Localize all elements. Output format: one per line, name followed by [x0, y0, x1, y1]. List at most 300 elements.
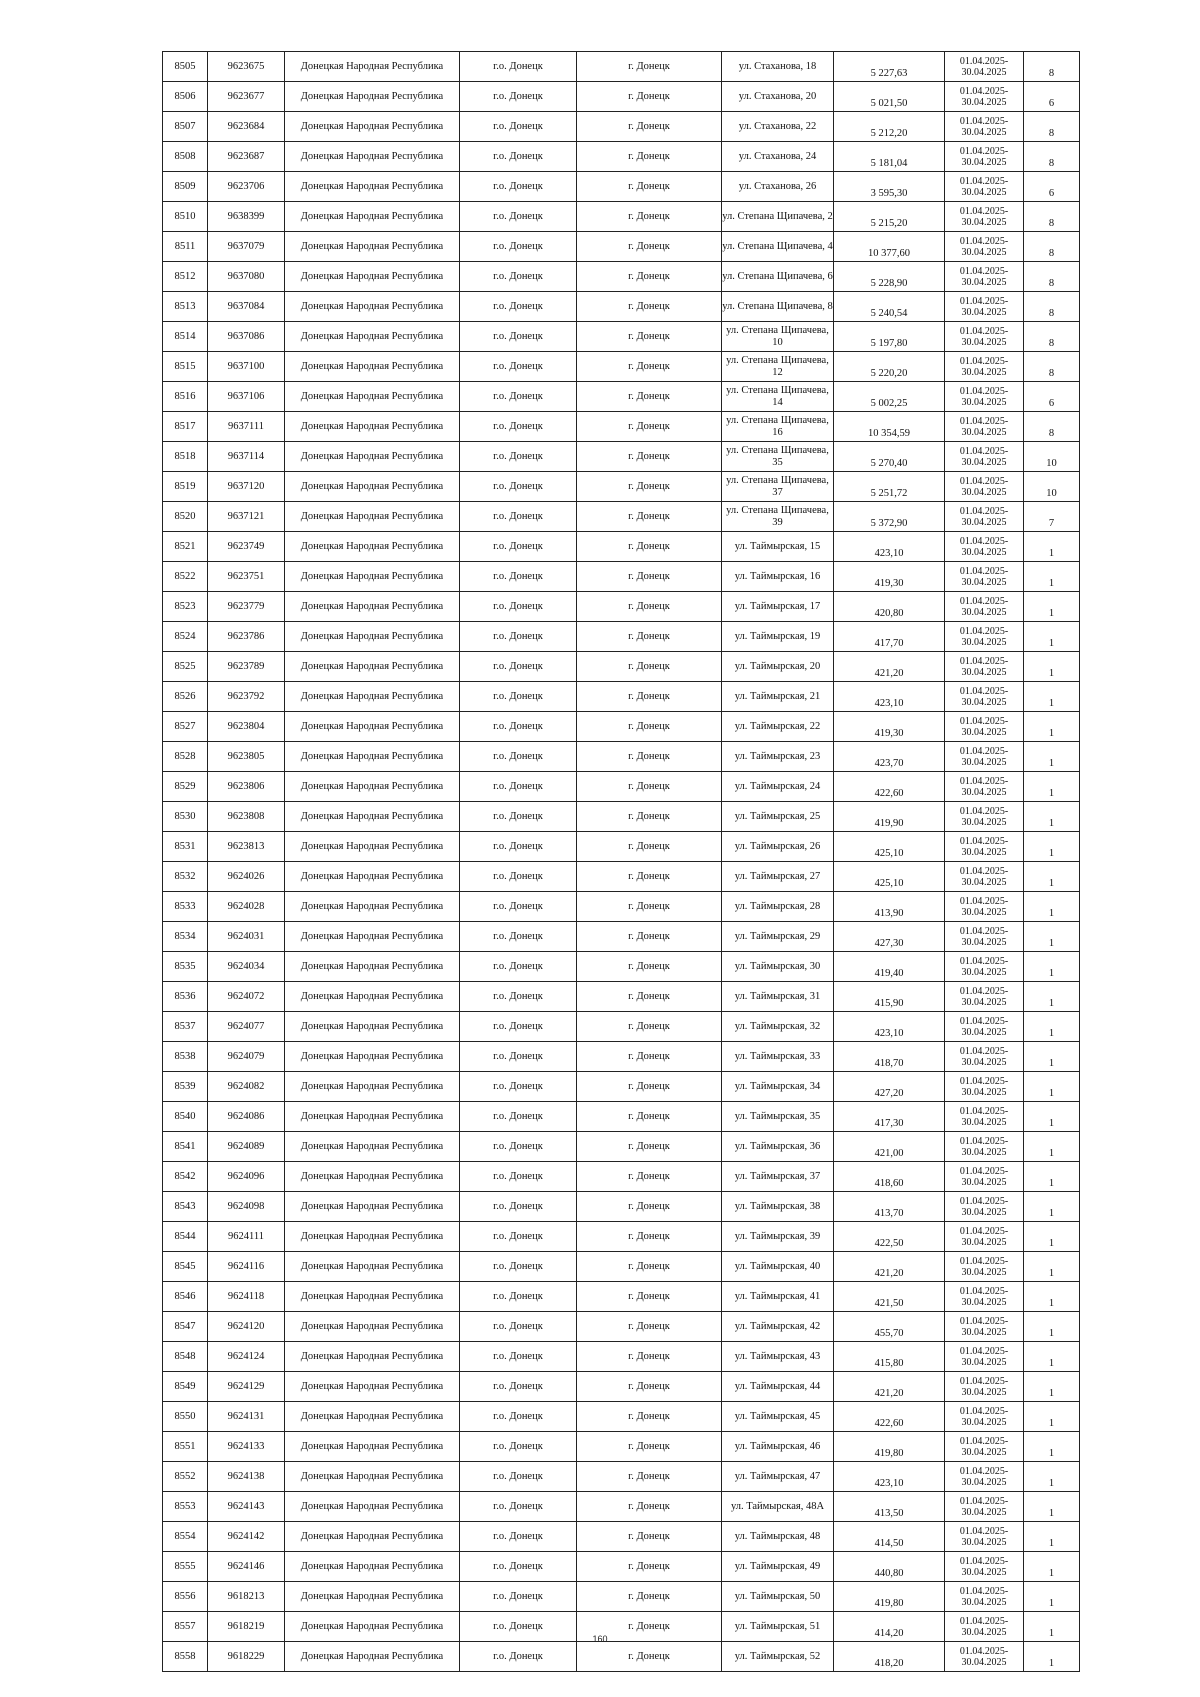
street-address: ул. Таймырская, 50 — [722, 1582, 834, 1612]
table-row — [163, 292, 1080, 322]
street-address: ул. Таймырская, 39 — [722, 1222, 834, 1252]
service-period: 01.04.2025-30.04.2025 — [945, 742, 1024, 772]
area-value: 440,80 — [834, 1552, 945, 1582]
republic-name: Донецкая Народная Республика — [285, 1642, 460, 1672]
quantity-value: 8 — [1024, 322, 1080, 352]
republic-name: Донецкая Народная Республика — [285, 1312, 460, 1342]
area-value: 413,50 — [834, 1492, 945, 1522]
city-name: г. Донецк — [577, 1162, 722, 1192]
row-number: 8531 — [163, 832, 208, 862]
republic-name: Донецкая Народная Республика — [285, 562, 460, 592]
quantity-value: 1 — [1024, 772, 1080, 802]
object-code: 9638399 — [208, 202, 285, 232]
street-address: ул. Таймырская, 31 — [722, 982, 834, 1012]
street-address: ул. Стаханова, 24 — [722, 142, 834, 172]
object-code: 9624124 — [208, 1342, 285, 1372]
street-address: ул. Степана Щипачева, 4 — [722, 232, 834, 262]
city-name: г. Донецк — [577, 682, 722, 712]
area-value: 423,10 — [834, 532, 945, 562]
city-name: г. Донецк — [577, 1192, 722, 1222]
object-code: 9618213 — [208, 1582, 285, 1612]
area-value: 419,30 — [834, 712, 945, 742]
table-row — [163, 802, 1080, 832]
street-address: ул. Стаханова, 20 — [722, 82, 834, 112]
quantity-value: 1 — [1024, 832, 1080, 862]
object-code: 9637120 — [208, 472, 285, 502]
table-row — [163, 1642, 1080, 1672]
area-value: 421,20 — [834, 1252, 945, 1282]
city-name: г. Донецк — [577, 1522, 722, 1552]
city-name: г. Донецк — [577, 1462, 722, 1492]
service-period: 01.04.2025-30.04.2025 — [945, 292, 1024, 322]
row-number: 8540 — [163, 1102, 208, 1132]
table-row — [163, 352, 1080, 382]
row-number: 8519 — [163, 472, 208, 502]
republic-name: Донецкая Народная Республика — [285, 52, 460, 82]
row-number: 8556 — [163, 1582, 208, 1612]
table-row — [163, 472, 1080, 502]
object-code: 9623779 — [208, 592, 285, 622]
area-value: 422,60 — [834, 1402, 945, 1432]
service-period: 01.04.2025-30.04.2025 — [945, 1312, 1024, 1342]
table-row — [163, 892, 1080, 922]
object-code: 9624082 — [208, 1072, 285, 1102]
district-name: г.о. Донецк — [460, 1552, 577, 1582]
street-address: ул. Таймырская, 41 — [722, 1282, 834, 1312]
table-row — [163, 82, 1080, 112]
row-number: 8551 — [163, 1432, 208, 1462]
area-value: 418,70 — [834, 1042, 945, 1072]
object-code: 9637114 — [208, 442, 285, 472]
street-address: ул. Таймырская, 23 — [722, 742, 834, 772]
service-period: 01.04.2025-30.04.2025 — [945, 592, 1024, 622]
row-number: 8517 — [163, 412, 208, 442]
object-code: 9624111 — [208, 1222, 285, 1252]
quantity-value: 1 — [1024, 1282, 1080, 1312]
area-value: 417,70 — [834, 622, 945, 652]
quantity-value: 8 — [1024, 142, 1080, 172]
quantity-value: 1 — [1024, 1432, 1080, 1462]
quantity-value: 1 — [1024, 1012, 1080, 1042]
object-code: 9623808 — [208, 802, 285, 832]
service-period: 01.04.2025-30.04.2025 — [945, 1462, 1024, 1492]
quantity-value: 7 — [1024, 502, 1080, 532]
object-code: 9623677 — [208, 82, 285, 112]
row-number: 8541 — [163, 1132, 208, 1162]
row-number: 8510 — [163, 202, 208, 232]
row-number: 8528 — [163, 742, 208, 772]
area-value: 413,90 — [834, 892, 945, 922]
service-period: 01.04.2025-30.04.2025 — [945, 1492, 1024, 1522]
area-value: 427,30 — [834, 922, 945, 952]
republic-name: Донецкая Народная Республика — [285, 292, 460, 322]
quantity-value: 1 — [1024, 802, 1080, 832]
object-code: 9624026 — [208, 862, 285, 892]
quantity-value: 1 — [1024, 1402, 1080, 1432]
city-name: г. Донецк — [577, 592, 722, 622]
district-name: г.о. Донецк — [460, 1132, 577, 1162]
quantity-value: 1 — [1024, 1492, 1080, 1522]
area-value: 425,10 — [834, 862, 945, 892]
object-code: 9623749 — [208, 532, 285, 562]
republic-name: Донецкая Народная Республика — [285, 712, 460, 742]
object-code: 9624034 — [208, 952, 285, 982]
object-code: 9637080 — [208, 262, 285, 292]
district-name: г.о. Донецк — [460, 52, 577, 82]
row-number: 8514 — [163, 322, 208, 352]
quantity-value: 8 — [1024, 292, 1080, 322]
city-name: г. Донецк — [577, 802, 722, 832]
area-value: 3 595,30 — [834, 172, 945, 202]
table-row — [163, 712, 1080, 742]
street-address: ул. Таймырская, 24 — [722, 772, 834, 802]
quantity-value: 1 — [1024, 1552, 1080, 1582]
object-code: 9637084 — [208, 292, 285, 322]
quantity-value: 1 — [1024, 1372, 1080, 1402]
table-row — [163, 982, 1080, 1012]
area-value: 5 021,50 — [834, 82, 945, 112]
table-row — [163, 1402, 1080, 1432]
district-name: г.о. Донецк — [460, 562, 577, 592]
street-address: ул. Стаханова, 18 — [722, 52, 834, 82]
quantity-value: 6 — [1024, 82, 1080, 112]
row-number: 8520 — [163, 502, 208, 532]
district-name: г.о. Донецк — [460, 1492, 577, 1522]
street-address: ул. Степана Щипачева, 10 — [722, 322, 834, 352]
district-name: г.о. Донецк — [460, 1012, 577, 1042]
area-value: 419,80 — [834, 1582, 945, 1612]
row-number: 8549 — [163, 1372, 208, 1402]
quantity-value: 1 — [1024, 1642, 1080, 1672]
table-row — [163, 1522, 1080, 1552]
service-period: 01.04.2025-30.04.2025 — [945, 922, 1024, 952]
object-code: 9624077 — [208, 1012, 285, 1042]
table-row — [163, 1432, 1080, 1462]
republic-name: Донецкая Народная Республика — [285, 472, 460, 502]
area-value: 418,60 — [834, 1162, 945, 1192]
service-period: 01.04.2025-30.04.2025 — [945, 1372, 1024, 1402]
service-period: 01.04.2025-30.04.2025 — [945, 1282, 1024, 1312]
city-name: г. Донецк — [577, 832, 722, 862]
table-row — [163, 172, 1080, 202]
street-address: ул. Таймырская, 19 — [722, 622, 834, 652]
area-value: 423,10 — [834, 682, 945, 712]
object-code: 9624089 — [208, 1132, 285, 1162]
object-code: 9618219 — [208, 1612, 285, 1642]
service-period: 01.04.2025-30.04.2025 — [945, 1222, 1024, 1252]
street-address: ул. Степана Щипачева, 37 — [722, 472, 834, 502]
service-period: 01.04.2025-30.04.2025 — [945, 1582, 1024, 1612]
city-name: г. Донецк — [577, 1552, 722, 1582]
quantity-value: 1 — [1024, 1222, 1080, 1252]
row-number: 8509 — [163, 172, 208, 202]
area-value: 419,30 — [834, 562, 945, 592]
quantity-value: 1 — [1024, 1132, 1080, 1162]
service-period: 01.04.2025-30.04.2025 — [945, 262, 1024, 292]
row-number: 8535 — [163, 952, 208, 982]
republic-name: Донецкая Народная Республика — [285, 412, 460, 442]
area-value: 421,50 — [834, 1282, 945, 1312]
row-number: 8534 — [163, 922, 208, 952]
city-name: г. Донецк — [577, 892, 722, 922]
republic-name: Донецкая Народная Республика — [285, 1132, 460, 1162]
district-name: г.о. Донецк — [460, 1462, 577, 1492]
city-name: г. Донецк — [577, 712, 722, 742]
street-address: ул. Таймырская, 17 — [722, 592, 834, 622]
quantity-value: 8 — [1024, 232, 1080, 262]
district-name: г.о. Донецк — [460, 232, 577, 262]
republic-name: Донецкая Народная Республика — [285, 1192, 460, 1222]
row-number: 8505 — [163, 52, 208, 82]
city-name: г. Донецк — [577, 172, 722, 202]
area-value: 421,00 — [834, 1132, 945, 1162]
object-code: 9624133 — [208, 1432, 285, 1462]
city-name: г. Донецк — [577, 952, 722, 982]
object-code: 9623792 — [208, 682, 285, 712]
republic-name: Донецкая Народная Республика — [285, 202, 460, 232]
row-number: 8513 — [163, 292, 208, 322]
city-name: г. Донецк — [577, 1402, 722, 1432]
row-number: 8532 — [163, 862, 208, 892]
row-number: 8521 — [163, 532, 208, 562]
service-period: 01.04.2025-30.04.2025 — [945, 172, 1024, 202]
table-row — [163, 502, 1080, 532]
object-code: 9623751 — [208, 562, 285, 592]
quantity-value: 1 — [1024, 892, 1080, 922]
republic-name: Донецкая Народная Республика — [285, 1162, 460, 1192]
row-number: 8512 — [163, 262, 208, 292]
area-value: 413,70 — [834, 1192, 945, 1222]
city-name: г. Донецк — [577, 82, 722, 112]
service-period: 01.04.2025-30.04.2025 — [945, 862, 1024, 892]
quantity-value: 10 — [1024, 472, 1080, 502]
table-row — [163, 1012, 1080, 1042]
republic-name: Донецкая Народная Республика — [285, 922, 460, 952]
republic-name: Донецкая Народная Республика — [285, 982, 460, 1012]
city-name: г. Донецк — [577, 322, 722, 352]
city-name: г. Донецк — [577, 202, 722, 232]
quantity-value: 1 — [1024, 1522, 1080, 1552]
street-address: ул. Таймырская, 20 — [722, 652, 834, 682]
object-code: 9623675 — [208, 52, 285, 82]
city-name: г. Донецк — [577, 262, 722, 292]
republic-name: Донецкая Народная Республика — [285, 82, 460, 112]
district-name: г.о. Донецк — [460, 922, 577, 952]
street-address: ул. Таймырская, 52 — [722, 1642, 834, 1672]
republic-name: Донецкая Народная Республика — [285, 172, 460, 202]
object-code: 9624118 — [208, 1282, 285, 1312]
service-period: 01.04.2025-30.04.2025 — [945, 832, 1024, 862]
object-code: 9624028 — [208, 892, 285, 922]
street-address: ул. Таймырская, 43 — [722, 1342, 834, 1372]
row-number: 8506 — [163, 82, 208, 112]
area-value: 414,50 — [834, 1522, 945, 1552]
row-number: 8558 — [163, 1642, 208, 1672]
page-number: 160 — [592, 1634, 608, 1644]
service-period: 01.04.2025-30.04.2025 — [945, 142, 1024, 172]
table-row — [163, 1312, 1080, 1342]
object-code: 9624098 — [208, 1192, 285, 1222]
city-name: г. Донецк — [577, 472, 722, 502]
city-name: г. Донецк — [577, 1222, 722, 1252]
city-name: г. Донецк — [577, 652, 722, 682]
district-name: г.о. Донецк — [460, 1192, 577, 1222]
quantity-value: 1 — [1024, 652, 1080, 682]
row-number: 8516 — [163, 382, 208, 412]
table-row — [163, 1462, 1080, 1492]
republic-name: Донецкая Народная Республика — [285, 832, 460, 862]
quantity-value: 6 — [1024, 382, 1080, 412]
district-name: г.о. Донецк — [460, 112, 577, 142]
table-row — [163, 382, 1080, 412]
service-period: 01.04.2025-30.04.2025 — [945, 1552, 1024, 1582]
table-row — [163, 1552, 1080, 1582]
quantity-value: 8 — [1024, 412, 1080, 442]
quantity-value: 8 — [1024, 112, 1080, 142]
object-code: 9637111 — [208, 412, 285, 442]
republic-name: Донецкая Народная Республика — [285, 892, 460, 922]
area-value: 455,70 — [834, 1312, 945, 1342]
quantity-value: 1 — [1024, 1102, 1080, 1132]
area-value: 5 215,20 — [834, 202, 945, 232]
row-number: 8548 — [163, 1342, 208, 1372]
city-name: г. Донецк — [577, 1372, 722, 1402]
table-row — [163, 1582, 1080, 1612]
district-name: г.о. Донецк — [460, 592, 577, 622]
district-name: г.о. Донецк — [460, 952, 577, 982]
table-row — [163, 862, 1080, 892]
service-period: 01.04.2025-30.04.2025 — [945, 1642, 1024, 1672]
district-name: г.о. Донецк — [460, 352, 577, 382]
service-period: 01.04.2025-30.04.2025 — [945, 1162, 1024, 1192]
district-name: г.о. Донецк — [460, 862, 577, 892]
quantity-value: 1 — [1024, 622, 1080, 652]
object-code: 9624096 — [208, 1162, 285, 1192]
street-address: ул. Степана Щипачева, 6 — [722, 262, 834, 292]
row-number: 8515 — [163, 352, 208, 382]
area-value: 419,90 — [834, 802, 945, 832]
area-value: 421,20 — [834, 1372, 945, 1402]
city-name: г. Донецк — [577, 1312, 722, 1342]
area-value: 421,20 — [834, 652, 945, 682]
street-address: ул. Таймырская, 51 — [722, 1612, 834, 1642]
area-value: 5 212,20 — [834, 112, 945, 142]
row-number: 8518 — [163, 442, 208, 472]
service-period: 01.04.2025-30.04.2025 — [945, 682, 1024, 712]
service-period: 01.04.2025-30.04.2025 — [945, 652, 1024, 682]
row-number: 8550 — [163, 1402, 208, 1432]
table-row — [163, 1042, 1080, 1072]
table-row — [163, 682, 1080, 712]
street-address: ул. Таймырская, 34 — [722, 1072, 834, 1102]
street-address: ул. Степана Щипачева, 12 — [722, 352, 834, 382]
republic-name: Донецкая Народная Республика — [285, 952, 460, 982]
district-name: г.о. Донецк — [460, 802, 577, 832]
table-row — [163, 562, 1080, 592]
table-row — [163, 772, 1080, 802]
street-address: ул. Степана Щипачева, 8 — [722, 292, 834, 322]
quantity-value: 1 — [1024, 982, 1080, 1012]
street-address: ул. Таймырская, 26 — [722, 832, 834, 862]
quantity-value: 1 — [1024, 1162, 1080, 1192]
row-number: 8554 — [163, 1522, 208, 1552]
quantity-value: 1 — [1024, 922, 1080, 952]
quantity-value: 10 — [1024, 442, 1080, 472]
city-name: г. Донецк — [577, 562, 722, 592]
area-value: 5 197,80 — [834, 322, 945, 352]
street-address: ул. Таймырская, 38 — [722, 1192, 834, 1222]
republic-name: Донецкая Народная Республика — [285, 502, 460, 532]
object-code: 9623684 — [208, 112, 285, 142]
district-name: г.о. Донецк — [460, 382, 577, 412]
area-value: 417,30 — [834, 1102, 945, 1132]
street-address: ул. Таймырская, 48 — [722, 1522, 834, 1552]
service-period: 01.04.2025-30.04.2025 — [945, 1252, 1024, 1282]
service-period: 01.04.2025-30.04.2025 — [945, 1102, 1024, 1132]
object-code: 9624142 — [208, 1522, 285, 1552]
quantity-value: 1 — [1024, 952, 1080, 982]
republic-name: Донецкая Народная Республика — [285, 1552, 460, 1582]
city-name: г. Донецк — [577, 112, 722, 142]
republic-name: Донецкая Народная Республика — [285, 1042, 460, 1072]
area-value: 5 372,90 — [834, 502, 945, 532]
district-name: г.о. Донецк — [460, 1342, 577, 1372]
area-value: 5 228,90 — [834, 262, 945, 292]
street-address: ул. Таймырская, 28 — [722, 892, 834, 922]
republic-name: Донецкая Народная Республика — [285, 1372, 460, 1402]
district-name: г.о. Донецк — [460, 1072, 577, 1102]
row-number: 8553 — [163, 1492, 208, 1522]
republic-name: Донецкая Народная Республика — [285, 682, 460, 712]
service-period: 01.04.2025-30.04.2025 — [945, 112, 1024, 142]
district-name: г.о. Донецк — [460, 712, 577, 742]
city-name: г. Донецк — [577, 1102, 722, 1132]
district-name: г.о. Донецк — [460, 652, 577, 682]
district-name: г.о. Донецк — [460, 1642, 577, 1672]
republic-name: Донецкая Народная Республика — [285, 532, 460, 562]
area-value: 415,80 — [834, 1342, 945, 1372]
district-name: г.о. Донецк — [460, 292, 577, 322]
quantity-value: 1 — [1024, 562, 1080, 592]
republic-name: Донецкая Народная Республика — [285, 382, 460, 412]
district-name: г.о. Донецк — [460, 742, 577, 772]
city-name: г. Донецк — [577, 502, 722, 532]
city-name: г. Донецк — [577, 862, 722, 892]
quantity-value: 1 — [1024, 712, 1080, 742]
table-row — [163, 952, 1080, 982]
service-period: 01.04.2025-30.04.2025 — [945, 352, 1024, 382]
street-address: ул. Таймырская, 45 — [722, 1402, 834, 1432]
service-period: 01.04.2025-30.04.2025 — [945, 1402, 1024, 1432]
republic-name: Донецкая Народная Республика — [285, 1432, 460, 1462]
street-address: ул. Таймырская, 27 — [722, 862, 834, 892]
area-value: 418,20 — [834, 1642, 945, 1672]
street-address: ул. Степана Щипачева, 39 — [722, 502, 834, 532]
table-row — [163, 202, 1080, 232]
republic-name: Донецкая Народная Республика — [285, 322, 460, 352]
quantity-value: 8 — [1024, 202, 1080, 232]
area-value: 423,70 — [834, 742, 945, 772]
row-number: 8523 — [163, 592, 208, 622]
registry-table-body — [163, 52, 1080, 1672]
city-name: г. Донецк — [577, 412, 722, 442]
street-address: ул. Таймырская, 16 — [722, 562, 834, 592]
street-address: ул. Таймырская, 22 — [722, 712, 834, 742]
city-name: г. Донецк — [577, 982, 722, 1012]
district-name: г.о. Донецк — [460, 262, 577, 292]
street-address: ул. Таймырская, 46 — [722, 1432, 834, 1462]
district-name: г.о. Донецк — [460, 1372, 577, 1402]
